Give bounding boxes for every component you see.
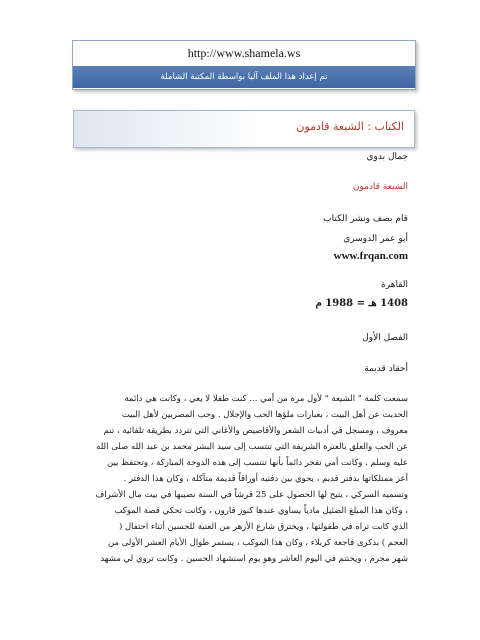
paragraph-line: الذي كانت تراه في طفولتها ، ويخترق شارع الأزهر من العتبة للحسين أثناء احتفال ( [118, 522, 408, 532]
credits-line2: أبو عمر الدوسري [343, 234, 408, 244]
section-heading: أحقاد قديمة [364, 364, 408, 374]
book-title-box [73, 110, 415, 148]
paragraph-line: معروف ، ومسجل في أدبيات الشعر والأقاصيص والأغاني التي تتردد بطريقة تلقائية ، تنم [103, 426, 408, 436]
publication-date: 1408 هـ = 1988 م [315, 298, 408, 309]
chapter-heading: الفصل الأول [362, 333, 408, 343]
source-url: http://www.shamela.ws [187, 46, 301, 60]
author-name: جمال بدوي [366, 152, 408, 162]
source-banner [72, 40, 416, 90]
book-title: الكتاب : الشيعة قادمون [296, 120, 404, 133]
paragraph-line: عليه وسلم . وكانت أمي تفخر دائماً بأنها تنتسب إلى هذه الدوحة المباركة ، وتحتفظ بين [106, 458, 408, 468]
credits-site: www.frqan.com [333, 250, 408, 262]
source-note: تم إعداد هذا الملف آليا بواسطة المكتبة الشاملة [73, 66, 415, 88]
paragraph-line: أعز ممتلكاتها بدفتر قديم ، يحوي بين دفتيه أوراقاً قديمة متآكلة ، وكان هذا الدفتر . [123, 474, 408, 484]
paragraph-line: الحديث عن أهل البيت ، بعبارات ملؤها الحب والإجلال . وحب المصريين لأهل البيت [121, 410, 408, 420]
paragraph-line: شهر محرم ، ويختتم في اليوم العاشر وهو يوم استشهاد الحسين . وكانت تروي لي مشهد [100, 554, 408, 564]
paragraph-line: وتسميه السركي ، يتيح لها الحصول على 25 قرشاً في السنة نصيبها في بيت مال الأشراف [95, 490, 408, 500]
paragraph-line: سمعت كلمة " الشيعة " لأول مرة من أمي ... كنت طفلا لا يعي ، وكانت هي دائمة [124, 394, 408, 404]
book-name: الشيعة قادمون [352, 182, 408, 192]
paragraph-line: عن الحب والعلق بالعترة الشريفة التي تنتسب إلى سيد البشر محمد بن عبد الله صلى الله [96, 442, 408, 452]
credits-line1: قام بصف ونشر الكتاب [323, 214, 408, 224]
body-paragraph [70, 391, 408, 567]
paragraph-line: ، وكان هذا المبلغ الضئيل مادياً يساوي عندها كنوز قارون ، وكانت تحكي قصة الموكب [114, 506, 408, 516]
paragraph-line: العجم ) بذكرى فاجعة كربلاء ، وكان هذا الموكب ، يستمر طوال الأيام العشر الأولى من [108, 538, 408, 548]
publication-city: القاهرة [381, 280, 408, 290]
